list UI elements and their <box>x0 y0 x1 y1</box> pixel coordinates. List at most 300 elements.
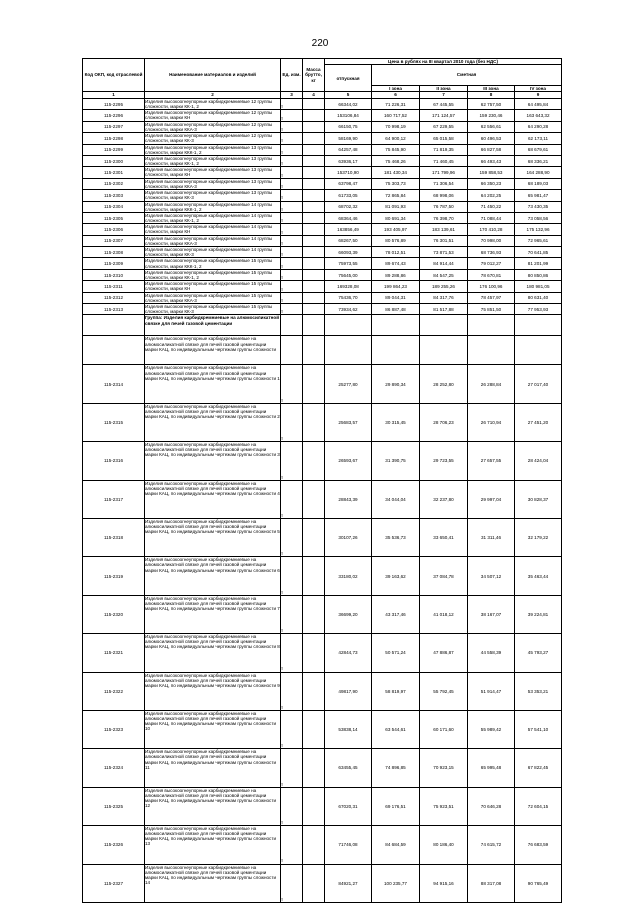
row-release-price: 163856,49 <box>325 224 372 235</box>
subgroup-empty-cell <box>325 336 372 365</box>
row-unit: т <box>281 212 303 223</box>
row-mass <box>303 442 325 480</box>
col-number: 9 <box>515 92 562 99</box>
row-code: 115-2325 <box>83 787 145 825</box>
table-row <box>83 269 562 280</box>
row-zone-2-price: 76 787,50 <box>420 201 468 212</box>
table-row <box>83 133 562 144</box>
row-release-price: 61733,05 <box>325 190 372 201</box>
row-zone-4-price: 180 981,05 <box>515 281 562 292</box>
row-zone-3-price: 62 556,61 <box>468 121 515 132</box>
row-release-price: 68702,32 <box>325 201 372 212</box>
table-row <box>83 178 562 189</box>
header-zone-1: I зона <box>372 85 420 91</box>
row-mass <box>303 133 325 144</box>
row-zone-3-price: 64 202,25 <box>468 190 515 201</box>
row-zone-4-price: 32 179,22 <box>515 518 562 556</box>
row-code: 115-2326 <box>83 826 145 864</box>
row-name: Изделия высокоогнеупорные карбидкремниевые на алюмосиликатной связке для печей газовой цементации марки КАЦ, по индивидуальным чертежам группы сложности 4 <box>145 480 281 518</box>
row-zone-1-price: 74 896,85 <box>372 749 420 787</box>
header-mass: Масса брутто, кг <box>303 59 325 92</box>
row-mass <box>303 710 325 748</box>
row-zone-1-price: 35 536,73 <box>372 518 420 556</box>
row-zone-3-price: 159 230,46 <box>468 110 515 121</box>
row-zone-2-price: 32 237,80 <box>420 480 468 518</box>
row-unit: т <box>281 121 303 132</box>
row-mass <box>303 155 325 166</box>
row-code: 115-2319 <box>83 557 145 595</box>
row-release-price: 67020,31 <box>325 787 372 825</box>
table-row <box>83 99 562 110</box>
row-zone-1-price: 193 405,97 <box>372 224 420 235</box>
row-name: Изделия высокоогнеупорные карбидкремниевые 15 группы сложности, марки ККА-3 <box>145 292 281 303</box>
row-name: Изделия высокоогнеупорные карбидкремниевые 15 группы сложности, марки КК-3 <box>145 304 281 315</box>
row-zone-2-price: 84 317,76 <box>420 292 468 303</box>
row-code: 115-2321 <box>83 634 145 672</box>
row-zone-3-price: 27 657,55 <box>468 442 515 480</box>
row-zone-2-price: 65 015,58 <box>420 133 468 144</box>
row-unit: т <box>281 281 303 292</box>
row-zone-1-price: 70 998,19 <box>372 121 420 132</box>
row-zone-1-price: 100 235,77 <box>372 864 420 902</box>
row-name: Изделия высокоогнеупорные карбидкремниевые 12 группы сложности, марки КН <box>145 110 281 121</box>
row-mass <box>303 167 325 178</box>
row-unit: т <box>281 518 303 556</box>
table-row <box>83 442 562 480</box>
row-name: Изделия высокоогнеупорные карбидкремниевые 15 группы сложности, марки ККК-1, 2 <box>145 258 281 269</box>
row-release-price: 33180,02 <box>325 557 372 595</box>
row-code: 115-2305 <box>83 212 145 223</box>
table-row <box>83 190 562 201</box>
row-zone-3-price: 29 997,04 <box>468 480 515 518</box>
row-zone-4-price: 68 336,21 <box>515 155 562 166</box>
row-zone-3-price: 62 757,50 <box>468 99 515 110</box>
row-mass <box>303 269 325 280</box>
row-code: 115-2313 <box>83 304 145 315</box>
row-zone-1-price: 34 044,04 <box>372 480 420 518</box>
row-name: Изделия высокоогнеупорные карбидкремниевые на алюмосиликатной связке для печей газовой цементации марки КАЦ, по индивидуальным чертежам группы сложности 10 <box>145 710 281 748</box>
row-zone-2-price: 67 229,55 <box>420 121 468 132</box>
row-zone-3-price: 75 851,50 <box>468 304 515 315</box>
row-unit: т <box>281 403 303 441</box>
subgroup-row <box>83 336 562 365</box>
row-name: Изделия высокоогнеупорные карбидкремниевые на алюмосиликатной связке для печей газовой цементации марки КАЦ, по индивидуальным чертежам группы сложности 14 <box>145 864 281 902</box>
row-zone-3-price: 66 350,23 <box>468 178 515 189</box>
row-mass <box>303 403 325 441</box>
row-mass <box>303 672 325 710</box>
col-number: 7 <box>420 92 468 99</box>
row-unit: т <box>281 672 303 710</box>
row-zone-2-price: 37 084,78 <box>420 557 468 595</box>
row-release-price: 63798,47 <box>325 178 372 189</box>
row-zone-1-price: 30 315,45 <box>372 403 420 441</box>
table-row <box>83 557 562 595</box>
table-row <box>83 201 562 212</box>
row-zone-2-price: 47 886,87 <box>420 634 468 672</box>
row-zone-4-price: 81 201,99 <box>515 258 562 269</box>
table-row <box>83 167 562 178</box>
table-row <box>83 595 562 633</box>
row-unit: т <box>281 365 303 403</box>
row-release-price: 75436,70 <box>325 292 372 303</box>
group-empty-cell <box>281 315 303 336</box>
group-row <box>83 315 562 336</box>
row-zone-1-price: 29 890,34 <box>372 365 420 403</box>
row-name: Изделия высокоогнеупорные карбидкремниевые 14 группы сложности, марки КК-3 <box>145 247 281 258</box>
row-mass <box>303 212 325 223</box>
row-unit: т <box>281 201 303 212</box>
row-mass <box>303 557 325 595</box>
row-zone-4-price: 27 451,20 <box>515 403 562 441</box>
row-zone-4-price: 80 850,86 <box>515 269 562 280</box>
row-name: Изделия высокоогнеупорные карбидкремниевые на алюмосиликатной связке для печей газовой цементации марки КАЦ, по индивидуальным чертежам группы сложности 8 <box>145 634 281 672</box>
table-row <box>83 224 562 235</box>
subgroup-empty-cell <box>372 336 420 365</box>
row-code: 115-2324 <box>83 749 145 787</box>
subgroup-empty-cell <box>281 336 303 365</box>
row-zone-3-price: 65 995,48 <box>468 749 515 787</box>
row-zone-4-price: 175 132,96 <box>515 224 562 235</box>
row-release-price: 68267,50 <box>325 235 372 246</box>
table-row <box>83 787 562 825</box>
row-release-price: 66150,75 <box>325 121 372 132</box>
row-release-price: 84921,27 <box>325 864 372 902</box>
row-mass <box>303 224 325 235</box>
subgroup-code <box>83 336 145 365</box>
row-zone-2-price: 29 723,55 <box>420 442 468 480</box>
header-price: Цена в рублях на III квартал 2010 года (без НДС) <box>325 59 562 65</box>
row-name: Изделия высокоогнеупорные карбидкремниевые на алюмосиликатной связке для печей газовой цементации марки КАЦ, по индивидуальным чертежам группы сложности 2 <box>145 403 281 441</box>
row-unit: т <box>281 749 303 787</box>
row-release-price: 30107,26 <box>325 518 372 556</box>
row-zone-1-price: 43 317,46 <box>372 595 420 633</box>
row-mass <box>303 178 325 189</box>
row-mass <box>303 595 325 633</box>
table-row <box>83 281 562 292</box>
row-zone-2-price: 84 914,44 <box>420 258 468 269</box>
group-title: Группа: Изделия карбидкремниевые на алюмосиликатной связке для печей газовой цементации <box>145 315 281 336</box>
row-zone-2-price: 84 547,25 <box>420 269 468 280</box>
row-zone-3-price: 71 088,44 <box>468 212 515 223</box>
subgroup-empty-cell <box>420 336 468 365</box>
subgroup-empty-cell <box>515 336 562 365</box>
row-zone-4-price: 73 058,56 <box>515 212 562 223</box>
row-release-price: 25277,80 <box>325 365 372 403</box>
row-code: 115-2318 <box>83 518 145 556</box>
row-zone-4-price: 67 822,45 <box>515 749 562 787</box>
row-unit: т <box>281 224 303 235</box>
header-code: Код ОКП, код отраслевой <box>83 59 145 92</box>
row-zone-1-price: 89 044,31 <box>372 292 420 303</box>
row-zone-2-price: 171 124,57 <box>420 110 468 121</box>
table-row <box>83 365 562 403</box>
table-row <box>83 518 562 556</box>
row-zone-1-price: 78 012,51 <box>372 247 420 258</box>
row-zone-1-price: 75 845,90 <box>372 144 420 155</box>
row-name: Изделия высокоогнеупорные карбидкремниевые 13 группы сложности, марки КК-1, 2 <box>145 155 281 166</box>
row-zone-1-price: 31 390,75 <box>372 442 420 480</box>
row-release-price: 169328,08 <box>325 281 372 292</box>
row-zone-3-price: 38 167,07 <box>468 595 515 633</box>
row-zone-4-price: 27 017,40 <box>515 365 562 403</box>
col-number: 4 <box>303 92 325 99</box>
row-code: 115-2316 <box>83 442 145 480</box>
page-number: 220 <box>311 38 329 49</box>
row-name: Изделия высокоогнеупорные карбидкремниевые на алюмосиликатной связке для печей газовой цементации марки КАЦ, по индивидуальным чертежам группы сложности 6 <box>145 557 281 595</box>
col-number: 8 <box>468 92 515 99</box>
price-table <box>82 58 562 903</box>
row-zone-3-price: 55 989,42 <box>468 710 515 748</box>
row-zone-3-price: 70 998,00 <box>468 235 515 246</box>
row-zone-3-price: 79 012,27 <box>468 258 515 269</box>
row-zone-3-price: 66 493,43 <box>468 155 515 166</box>
row-zone-2-price: 76 301,51 <box>420 235 468 246</box>
row-release-price: 153106,84 <box>325 110 372 121</box>
row-mass <box>303 826 325 864</box>
row-zone-3-price: 70 646,28 <box>468 787 515 825</box>
row-zone-3-price: 34 507,12 <box>468 557 515 595</box>
row-zone-4-price: 62 173,11 <box>515 133 562 144</box>
row-zone-1-price: 58 819,97 <box>372 672 420 710</box>
row-unit: т <box>281 258 303 269</box>
row-zone-1-price: 181 430,34 <box>372 167 420 178</box>
table-row <box>83 144 562 155</box>
row-code: 115-2323 <box>83 710 145 748</box>
row-unit: т <box>281 99 303 110</box>
row-unit: т <box>281 710 303 748</box>
row-zone-4-price: 64 495,84 <box>515 99 562 110</box>
row-zone-3-price: 74 615,72 <box>468 826 515 864</box>
row-zone-3-price: 170 410,28 <box>468 224 515 235</box>
table-row <box>83 121 562 132</box>
row-release-price: 63455,45 <box>325 749 372 787</box>
row-code: 115-2295 <box>83 99 145 110</box>
row-unit: т <box>281 167 303 178</box>
header-zone-3: III зона <box>468 85 515 91</box>
row-code: 115-2298 <box>83 133 145 144</box>
row-zone-1-price: 75 303,73 <box>372 178 420 189</box>
row-name: Изделия высокоогнеупорные карбидкремниевые на алюмосиликатной связке для печей газовой цементации марки КАЦ, по индивидуальным чертежам группы сложности 7 <box>145 595 281 633</box>
table-row <box>83 749 562 787</box>
row-code: 115-2306 <box>83 224 145 235</box>
col-number: 2 <box>145 92 281 99</box>
row-release-price: 68364,46 <box>325 212 372 223</box>
row-zone-2-price: 81 517,88 <box>420 304 468 315</box>
row-name: Изделия высокоогнеупорные карбидкремниевые 14 группы сложности, марки ККА-3 <box>145 235 281 246</box>
row-release-price: 153710,90 <box>325 167 372 178</box>
row-zone-2-price: 73 871,53 <box>420 247 468 258</box>
table-row <box>83 480 562 518</box>
row-mass <box>303 634 325 672</box>
row-name: Изделия высокоогнеупорные карбидкремниевые 12 группы сложности, марки КК-3 <box>145 133 281 144</box>
row-zone-4-price: 72 965,61 <box>515 235 562 246</box>
row-unit: т <box>281 304 303 315</box>
row-unit: т <box>281 269 303 280</box>
row-name: Изделия высокоогнеупорные карбидкремниевые на алюмосиликатной связке для печей газовой цементации марки КАЦ, по индивидуальным чертежам группы сложности 5 <box>145 518 281 556</box>
row-zone-3-price: 26 288,84 <box>468 365 515 403</box>
row-zone-2-price: 60 171,60 <box>420 710 468 748</box>
row-code: 115-2299 <box>83 144 145 155</box>
row-release-price: 53838,14 <box>325 710 372 748</box>
row-zone-1-price: 81 091,93 <box>372 201 420 212</box>
row-zone-3-price: 68 736,93 <box>468 247 515 258</box>
row-zone-1-price: 80 691,34 <box>372 212 420 223</box>
row-name: Изделия высокоогнеупорные карбидкремниевые на алюмосиликатной связке для печей газовой цементации марки КАЦ, по индивидуальным чертежам группы сложности 13 <box>145 826 281 864</box>
row-zone-1-price: 63 544,61 <box>372 710 420 748</box>
table-body <box>83 59 562 903</box>
row-code: 115-2312 <box>83 292 145 303</box>
row-code: 115-2297 <box>83 121 145 132</box>
row-zone-4-price: 164 288,90 <box>515 167 562 178</box>
row-unit: т <box>281 787 303 825</box>
row-zone-1-price: 39 163,62 <box>372 557 420 595</box>
row-zone-2-price: 71 306,54 <box>420 178 468 189</box>
row-zone-3-price: 78 670,81 <box>468 269 515 280</box>
row-zone-1-price: 199 864,23 <box>372 281 420 292</box>
row-zone-3-price: 44 558,39 <box>468 634 515 672</box>
row-zone-2-price: 28 252,80 <box>420 365 468 403</box>
row-zone-4-price: 45 793,27 <box>515 634 562 672</box>
row-release-price: 25683,57 <box>325 403 372 441</box>
row-zone-4-price: 163 643,32 <box>515 110 562 121</box>
header-release: отпускная <box>325 65 372 92</box>
row-zone-2-price: 28 706,23 <box>420 403 468 441</box>
row-zone-2-price: 55 792,45 <box>420 672 468 710</box>
table-row <box>83 403 562 441</box>
row-zone-4-price: 76 683,59 <box>515 826 562 864</box>
row-zone-1-price: 69 176,51 <box>372 787 420 825</box>
row-code: 115-2300 <box>83 155 145 166</box>
header-zone-4: IV зона <box>515 85 562 91</box>
row-unit: т <box>281 292 303 303</box>
row-unit: т <box>281 133 303 144</box>
table-row <box>83 155 562 166</box>
group-code <box>83 315 145 336</box>
row-zone-2-price: 70 923,15 <box>420 749 468 787</box>
row-code: 115-2311 <box>83 281 145 292</box>
row-zone-2-price: 33 650,41 <box>420 518 468 556</box>
row-name: Изделия высокоогнеупорные карбидкремниевые 12 группы сложности, марки КК-1, 2 <box>145 99 281 110</box>
row-zone-1-price: 89 288,86 <box>372 269 420 280</box>
row-zone-2-price: 94 915,16 <box>420 864 468 902</box>
row-zone-1-price: 71 226,31 <box>372 99 420 110</box>
column-number-row <box>83 92 562 99</box>
col-number: 3 <box>281 92 303 99</box>
row-zone-1-price: 160 717,52 <box>372 110 420 121</box>
group-empty-cell <box>325 315 372 336</box>
row-zone-4-price: 73 430,35 <box>515 201 562 212</box>
row-release-price: 66344,02 <box>325 99 372 110</box>
row-name: Изделия высокоогнеупорные карбидкремниевые 14 группы сложности, марки ККК-1, 2 <box>145 201 281 212</box>
table-row <box>83 864 562 902</box>
row-zone-2-price: 80 186,40 <box>420 826 468 864</box>
table-row <box>83 710 562 748</box>
row-name: Изделия высокоогнеупорные карбидкремниевые на алюмосиликатной связке для печей газовой цементации марки КАЦ, по индивидуальным чертежам группы сложности 3 <box>145 442 281 480</box>
table-row <box>83 258 562 269</box>
col-number: 6 <box>372 92 420 99</box>
row-name: Изделия высокоогнеупорные карбидкремниевые на алюмосиликатной связке для печей газовой цементации марки КАЦ, по индивидуальным чертежам группы сложности 9 <box>145 672 281 710</box>
row-zone-4-price: 65 981,47 <box>515 190 562 201</box>
row-zone-4-price: 90 765,49 <box>515 864 562 902</box>
row-unit: т <box>281 634 303 672</box>
row-unit: т <box>281 110 303 121</box>
row-mass <box>303 864 325 902</box>
row-mass <box>303 144 325 155</box>
row-zone-4-price: 70 641,85 <box>515 247 562 258</box>
row-zone-3-price: 31 311,46 <box>468 518 515 556</box>
row-mass <box>303 304 325 315</box>
row-mass <box>303 121 325 132</box>
row-name: Изделия высокоогнеупорные карбидкремниевые 13 группы сложности, марки КК-3 <box>145 190 281 201</box>
row-release-price: 71746,08 <box>325 826 372 864</box>
row-mass <box>303 281 325 292</box>
row-code: 115-2296 <box>83 110 145 121</box>
row-name: Изделия высокоогнеупорные карбидкремниевые 13 группы сложности, марки ККК-1, 2 <box>145 144 281 155</box>
row-zone-3-price: 176 100,96 <box>468 281 515 292</box>
group-empty-cell <box>468 315 515 336</box>
subgroup-title: Изделия высокоогнеупорные карбидкремниевые на алюмосиликатной связке для печей газовой цементации марки КАЦ, по индивидуальным чертежам группы сложности <box>145 336 281 365</box>
row-zone-4-price: 77 953,93 <box>515 304 562 315</box>
row-code: 115-2314 <box>83 365 145 403</box>
group-empty-cell <box>372 315 420 336</box>
table-row <box>83 212 562 223</box>
row-unit: т <box>281 190 303 201</box>
subgroup-empty-cell <box>303 336 325 365</box>
row-zone-1-price: 72 865,84 <box>372 190 420 201</box>
row-mass <box>303 787 325 825</box>
header-zone-2: II зона <box>420 85 468 91</box>
row-unit: т <box>281 178 303 189</box>
row-name: Изделия высокоогнеупорные карбидкремниевые 15 группы сложности, марки КК-1, 2 <box>145 269 281 280</box>
row-code: 115-2322 <box>83 672 145 710</box>
row-unit: т <box>281 595 303 633</box>
row-zone-3-price: 71 450,22 <box>468 201 515 212</box>
row-zone-3-price: 159 858,53 <box>468 167 515 178</box>
row-code: 115-2304 <box>83 201 145 212</box>
row-code: 115-2301 <box>83 167 145 178</box>
row-code: 115-2315 <box>83 403 145 441</box>
col-number: 1 <box>83 92 145 99</box>
row-zone-3-price: 66 827,58 <box>468 144 515 155</box>
row-zone-2-price: 67 445,55 <box>420 99 468 110</box>
row-release-price: 26593,67 <box>325 442 372 480</box>
row-zone-2-price: 68 998,06 <box>420 190 468 201</box>
row-code: 115-2320 <box>83 595 145 633</box>
row-release-price: 49817,90 <box>325 672 372 710</box>
row-zone-4-price: 72 604,15 <box>515 787 562 825</box>
row-name: Изделия высокоогнеупорные карбидкремниевые 12 группы сложности, марки ККА-3 <box>145 121 281 132</box>
row-zone-2-price: 171 799,96 <box>420 167 468 178</box>
row-mass <box>303 201 325 212</box>
row-zone-4-price: 64 290,28 <box>515 121 562 132</box>
row-code: 115-2327 <box>83 864 145 902</box>
row-zone-2-price: 71 819,35 <box>420 144 468 155</box>
row-mass <box>303 190 325 201</box>
subgroup-empty-cell <box>468 336 515 365</box>
row-zone-1-price: 75 468,26 <box>372 155 420 166</box>
row-zone-1-price: 86 887,48 <box>372 304 420 315</box>
row-code: 115-2308 <box>83 247 145 258</box>
row-mass <box>303 99 325 110</box>
row-zone-4-price: 68 679,61 <box>515 144 562 155</box>
row-zone-2-price: 189 255,26 <box>420 281 468 292</box>
row-unit: т <box>281 557 303 595</box>
row-zone-4-price: 30 828,37 <box>515 480 562 518</box>
row-code: 115-2303 <box>83 190 145 201</box>
group-empty-cell <box>515 315 562 336</box>
row-code: 115-2302 <box>83 178 145 189</box>
row-unit: т <box>281 144 303 155</box>
